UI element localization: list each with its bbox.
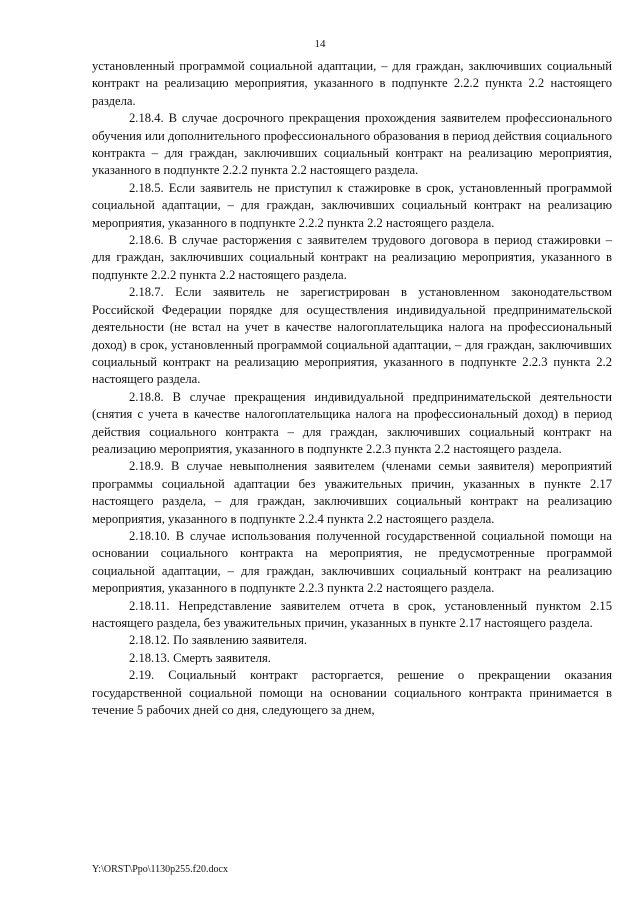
paragraph-2-18-8: 2.18.8. В случае прекращения индивидуальной предпринимательской деятельности (снятия с учета в качестве налогоплательщика налога на профессиональный доход) в период действия социального контракта – для граждан, заключивших социальный контракт на реализацию мероприятия, указанного в подпункте 2.2.3 пункта 2.2 настоящего раздела. [92, 389, 612, 456]
paragraph-2-18-6: 2.18.6. В случае расторжения с заявителем трудового договора в период стажировки – для граждан, заключивших социальный контракт на реализацию мероприятия, указанного в подпункте 2.2.2 пункта 2.2 настоящего раздела. [92, 233, 612, 282]
paragraph-continuation: установленный программой социальной адаптации, – для граждан, заключивших социальный контракт на реализацию мероприятия, указанного в подпункте 2.2.2 пункта 2.2 настоящего раздела. [92, 59, 612, 108]
paragraph-2-18-9: 2.18.9. В случае невыполнения заявителем (членами семьи заявителя) мероприятий программы социальной адаптации без уважительных причин, указанных в пункте 2.17 настоящего раздела, – для граждан, заключивших социальный контракт на реализацию мероприятия, указанного в подпункте 2.2.4 пункта 2.2 настоящего раздела. [92, 459, 612, 526]
paragraph-2-19: 2.19. Социальный контракт расторгается, решение о прекращении оказания государственной социальной помощи на основании социального контракта принимается в течение 5 рабочих дней со дня, следующего за днем, [92, 668, 612, 718]
paragraph-2-18-10: 2.18.10. В случае использования полученной государственной социальной помощи на основании социального контракта на мероприятия, не предусмотренные программой социальной адаптации, – для граждан, заключивших социальный контракт на реализацию мероприятия, указанного в подпункте 2.2.3 пункта 2.2 настоящего раздела. [92, 528, 612, 596]
paragraph-2-18-11: 2.18.11. Непредставление заявителем отчета в срок, установленный пунктом 2.15 настоящего раздела, без уважительных причин, указанных в пункте 2.17 настоящего раздела. [92, 598, 612, 630]
footer-file-path: Y:\ORST\Ppo\1130p255.f20.docx [92, 864, 228, 875]
page-number: 14 [314, 38, 326, 50]
paragraph-2-18-13: 2.18.13. Смерть заявителя. [129, 650, 271, 665]
paragraph-2-18-5: 2.18.5. Если заявитель не приступил к стажировке в срок, установленный программой социальной адаптации, – для граждан, заключивших социальный контракт на реализацию мероприятия, указанного в подпункте 2.2.2 пункта 2.2 настоящего раздела. [92, 180, 612, 230]
paragraph-2-18-4: 2.18.4. В случае досрочного прекращения прохождения заявителем профессионального обучения или дополнительного профессионального образования в период действия социального контракта – для граждан, заключивших социальный контракт на реализацию мероприятия, указанного в подпункте 2.2.2 пункта 2.2 настоящего раздела. [92, 111, 612, 178]
paragraph-2-18-12: 2.18.12. По заявлению заявителя. [129, 633, 308, 648]
paragraph-2-18-7: 2.18.7. Если заявитель не зарегистрирован в установленном законодательством Российской Федерации порядке для осуществления индивидуальной предпринимательской деятельности (не встал на учет в качестве налогоплательщика налога на профессиональный доход) в срок, установленный программой социальной адаптации, – для граждан, заключивших социальный контракт на реализацию мероприятия, указанного в подпункте 2.2.3 пункта 2.2 настоящего раздела. [92, 285, 612, 387]
document-body [92, 58, 612, 719]
